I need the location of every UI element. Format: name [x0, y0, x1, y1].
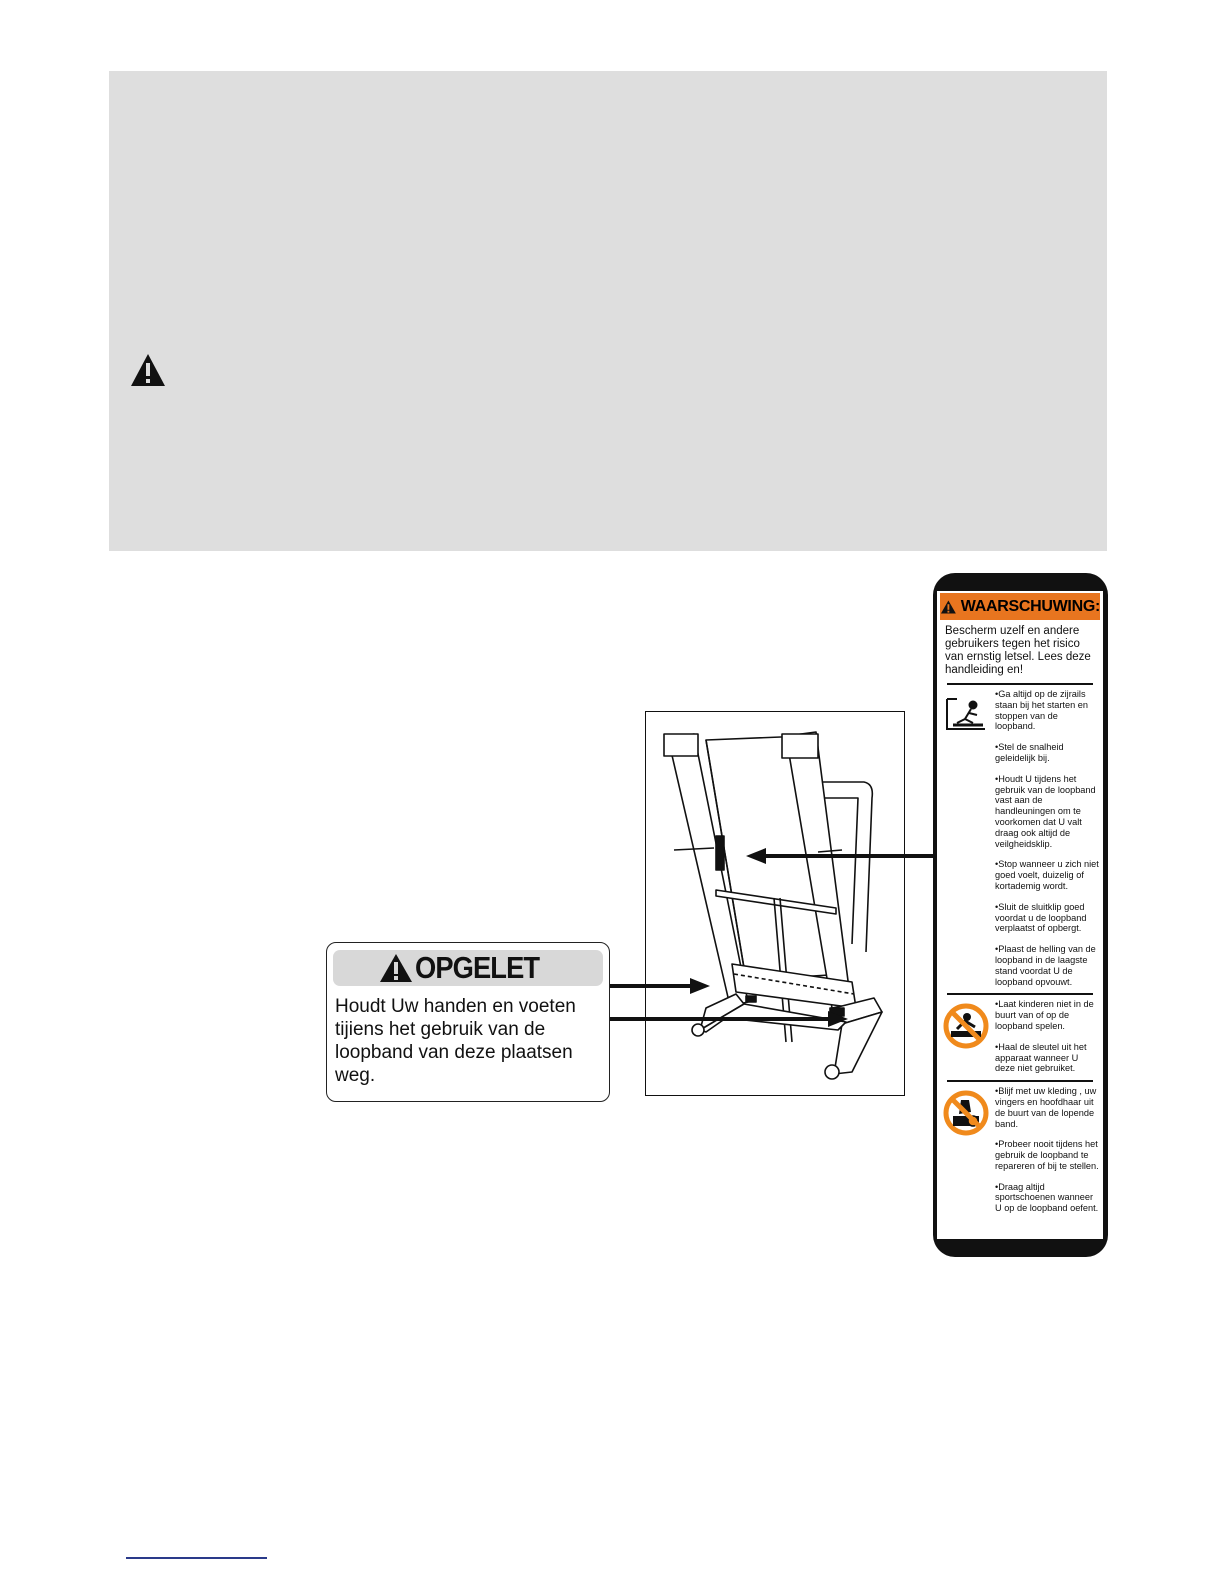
caution-label-title: OPGELET [415, 950, 540, 985]
warning-item: •Probeer nooit tijdens het gebruik de loopband te repareren of bij te stellen. [995, 1139, 1099, 1171]
warning-triangle-icon [379, 953, 413, 983]
warning-sticker-header [940, 593, 1100, 620]
warning-item: •Sluit de sluitklip goed voordat u de loopband verplaatst of opbergt. [995, 901, 1087, 934]
warning-item: •Stel de snalheid geleidelijk bij. [995, 742, 1064, 763]
caution-label-text: Houdt Uw handen en voeten tijiens het gebruik van de loopband van deze plaatsen weg. [335, 996, 576, 1086]
warning-sticker-title: WAARSCHUWING: [960, 597, 1100, 615]
warning-item: •Stop wanneer u zich niet goed voelt, duizelig of kortademig wordt. [995, 859, 1099, 891]
warning-item: •Laat kinderen niet in de buurt van of op de loopband spelen. [995, 999, 1094, 1031]
warning-section-3-text [995, 1086, 1099, 1214]
warning-item: •Ga altijd op de zijrails staan bij het starten en stoppen van de loopband. [995, 689, 1088, 732]
warning-item: •Haal de sleutel uit het apparaat wanneer U deze niet gebruiket. [995, 1041, 1087, 1074]
warning-section-2-text [995, 999, 1099, 1074]
warning-section-1 [937, 685, 1103, 987]
no-children-icon [943, 1003, 989, 1049]
caution-label-header [333, 950, 603, 986]
warning-section-1-text [995, 689, 1099, 987]
shaded-text-box [109, 71, 1107, 551]
warning-triangle-icon [940, 599, 957, 615]
caution-label [326, 942, 610, 1102]
warning-item: •Blijf met uw kleding , uw vingers en hoofdhaar uit de buurt van de lopende band. [995, 1086, 1097, 1129]
warning-item: •Houdt U tijdens het gebruik van de loopband vast aan de handleuningen om te voorkomen dat U valt draag ook altijd de veilgheidsklip. [995, 773, 1096, 849]
warning-sticker-content [937, 591, 1103, 1239]
warning-item: •Draag altijd sportschoenen wanneer U op de loopband oefent. [995, 1181, 1099, 1214]
no-hands-icon [943, 1090, 989, 1136]
warning-item: •Plaast de helling van de loopband in de laagste stand voordat U de loopband opvouwt. [995, 944, 1096, 987]
warning-section-3 [937, 1082, 1103, 1214]
warning-sticker-intro: Bescherm uzelf en andere gebruikers tegen het risico van ernstig letsel. Lees deze handleiding en! [945, 625, 1091, 676]
falling-person-icon [943, 693, 989, 739]
warning-sticker [933, 573, 1108, 1257]
footer-rule [126, 1557, 267, 1559]
warning-section-2 [937, 995, 1103, 1074]
treadmill-drawing [646, 712, 903, 1094]
treadmill-illustration [645, 711, 905, 1096]
warning-triangle-icon [129, 352, 167, 388]
